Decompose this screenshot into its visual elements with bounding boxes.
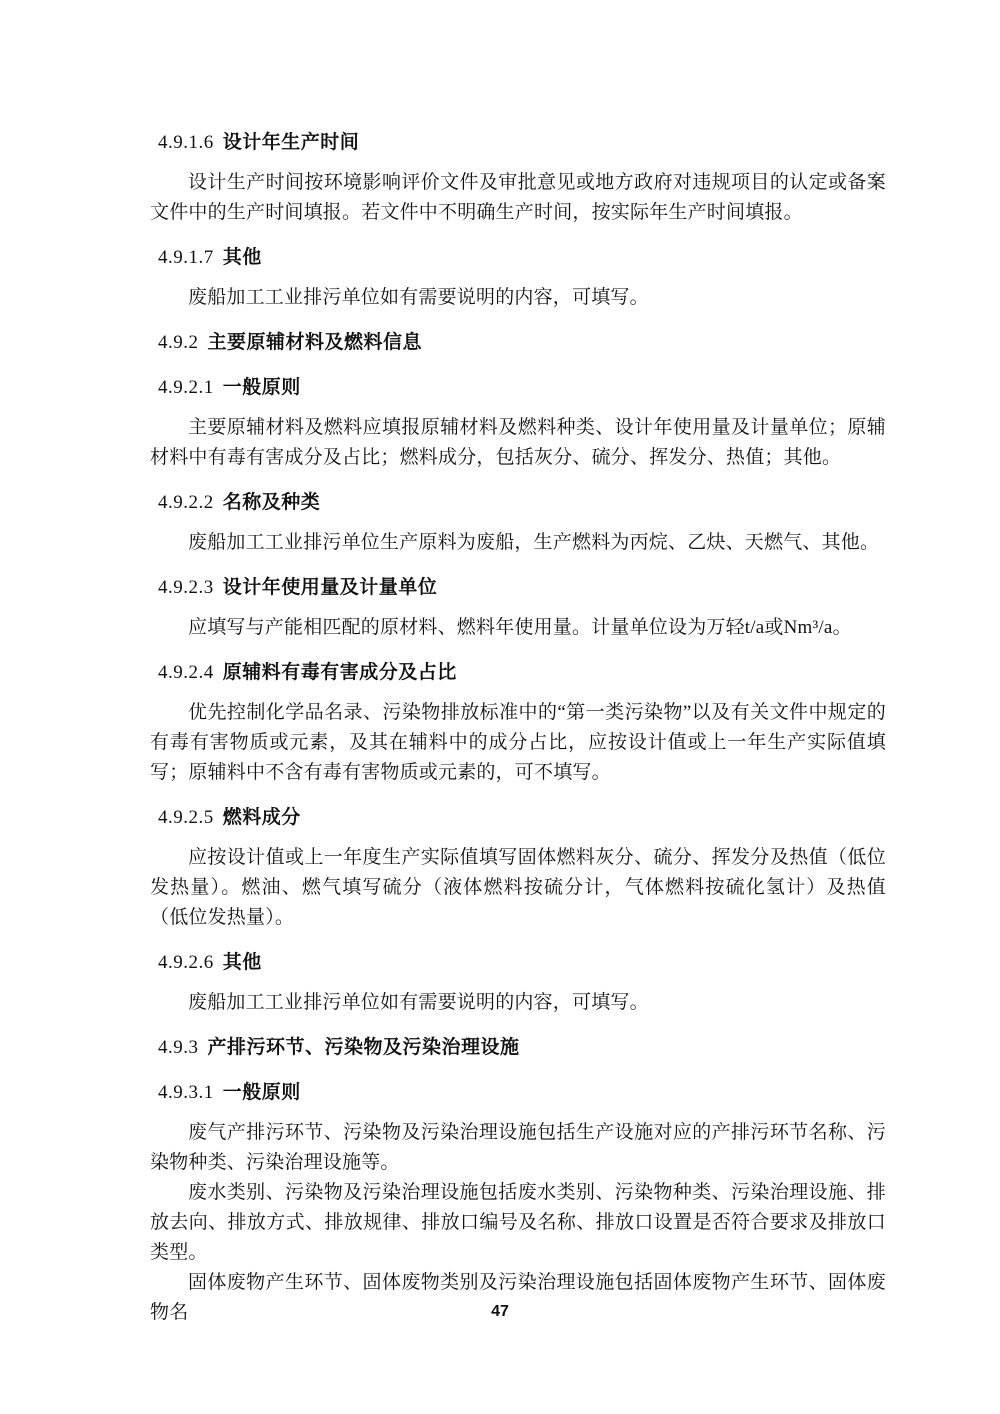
section-heading-4.9.2.1	[150, 373, 886, 403]
section-heading-4.9.2.3	[150, 573, 886, 603]
document-content	[150, 0, 886, 1328]
section-heading-4.9.2	[150, 328, 886, 358]
section-heading-4.9.3.1	[150, 1078, 886, 1108]
section-number: 4.9.2.2	[158, 492, 214, 513]
section-number: 4.9.2	[158, 332, 199, 353]
section-number: 4.9.1.6	[158, 132, 214, 153]
paragraph: 优先控制化学品名录、污染物排放标准中的“第一类污染物”以及有关文件中规定的有毒有害物质或元素，及其在辅料中的成分占比，应按设计值或上一年生产实际值填写；原辅料中不含有毒有害物质或元素的，可不填写。	[150, 702, 886, 783]
section-number: 4.9.3.1	[158, 1082, 214, 1103]
section-heading-4.9.2.2	[150, 488, 886, 518]
section-title: 一般原则	[222, 377, 301, 398]
paragraph: 主要原辅材料及燃料应填报原辅材料及燃料种类、设计年使用量及计量单位；原辅材料中有毒有害成分及占比；燃料成分，包括灰分、硫分、挥发分、热值；其他。	[150, 417, 886, 468]
paragraph: 废气产排污环节、污染物及污染治理设施包括生产设施对应的产排污环节名称、污染物种类、污染治理设施等。	[150, 1122, 886, 1173]
paragraph: 废船加工工业排污单位生产原料为废船，生产燃料为丙烷、乙炔、天燃气、其他。	[188, 532, 880, 553]
section-heading-4.9.3	[150, 1033, 886, 1063]
section-number: 4.9.3	[158, 1037, 199, 1058]
paragraph: 应填写与产能相匹配的原材料、燃料年使用量。计量单位设为万轻t/a或Nm³/a。	[188, 617, 852, 638]
paragraph: 废船加工工业排污单位如有需要说明的内容，可填写。	[188, 992, 649, 1013]
section-title: 名称及种类	[222, 492, 321, 513]
section-number: 4.9.2.3	[158, 577, 214, 598]
paragraph: 废船加工工业排污单位如有需要说明的内容，可填写。	[188, 287, 649, 308]
section-heading-4.9.2.5	[150, 803, 886, 833]
paragraph: 废水类别、污染物及污染治理设施包括废水类别、污染物种类、污染治理设施、排放去向、排放方式、排放规律、排放口编号及名称、排放口设置是否符合要求及排放口类型。	[150, 1182, 886, 1263]
paragraph: 应按设计值或上一年度生产实际值填写固体燃料灰分、硫分、挥发分及热值（低位发热量）。燃油、燃气填写硫分（液体燃料按硫分计，气体燃料按硫化氢计）及热值（低位发热量）。	[150, 847, 886, 928]
section-title: 其他	[222, 952, 262, 973]
section-title: 设计年使用量及计量单位	[222, 577, 438, 598]
section-title: 其他	[222, 247, 262, 268]
section-heading-4.9.2.4	[150, 658, 886, 688]
section-title: 产排污环节、污染物及污染治理设施	[207, 1037, 520, 1058]
section-number: 4.9.2.6	[158, 952, 214, 973]
paragraph: 设计生产时间按环境影响评价文件及审批意见或地方政府对违规项目的认定或备案文件中的生产时间填报。若文件中不明确生产时间，按实际年生产时间填报。	[150, 172, 886, 223]
section-number: 4.9.2.4	[158, 662, 214, 683]
section-title: 主要原辅材料及燃料信息	[207, 332, 423, 353]
section-number: 4.9.2.1	[158, 377, 214, 398]
section-number: 4.9.1.7	[158, 247, 214, 268]
section-title: 设计年生产时间	[222, 132, 360, 153]
section-title: 原辅料有毒有害成分及占比	[222, 662, 457, 683]
page-number: 47	[491, 1303, 509, 1320]
section-heading-4.9.1.7	[150, 243, 886, 273]
section-number: 4.9.2.5	[158, 807, 214, 828]
section-title: 一般原则	[222, 1082, 301, 1103]
paragraph: 固体废物产生环节、固体废物类别及污染治理设施包括固体废物产生环节、固体废物名	[150, 1272, 886, 1323]
section-heading-4.9.1.6	[150, 128, 886, 158]
section-heading-4.9.2.6	[150, 948, 886, 978]
section-title: 燃料成分	[222, 807, 301, 828]
